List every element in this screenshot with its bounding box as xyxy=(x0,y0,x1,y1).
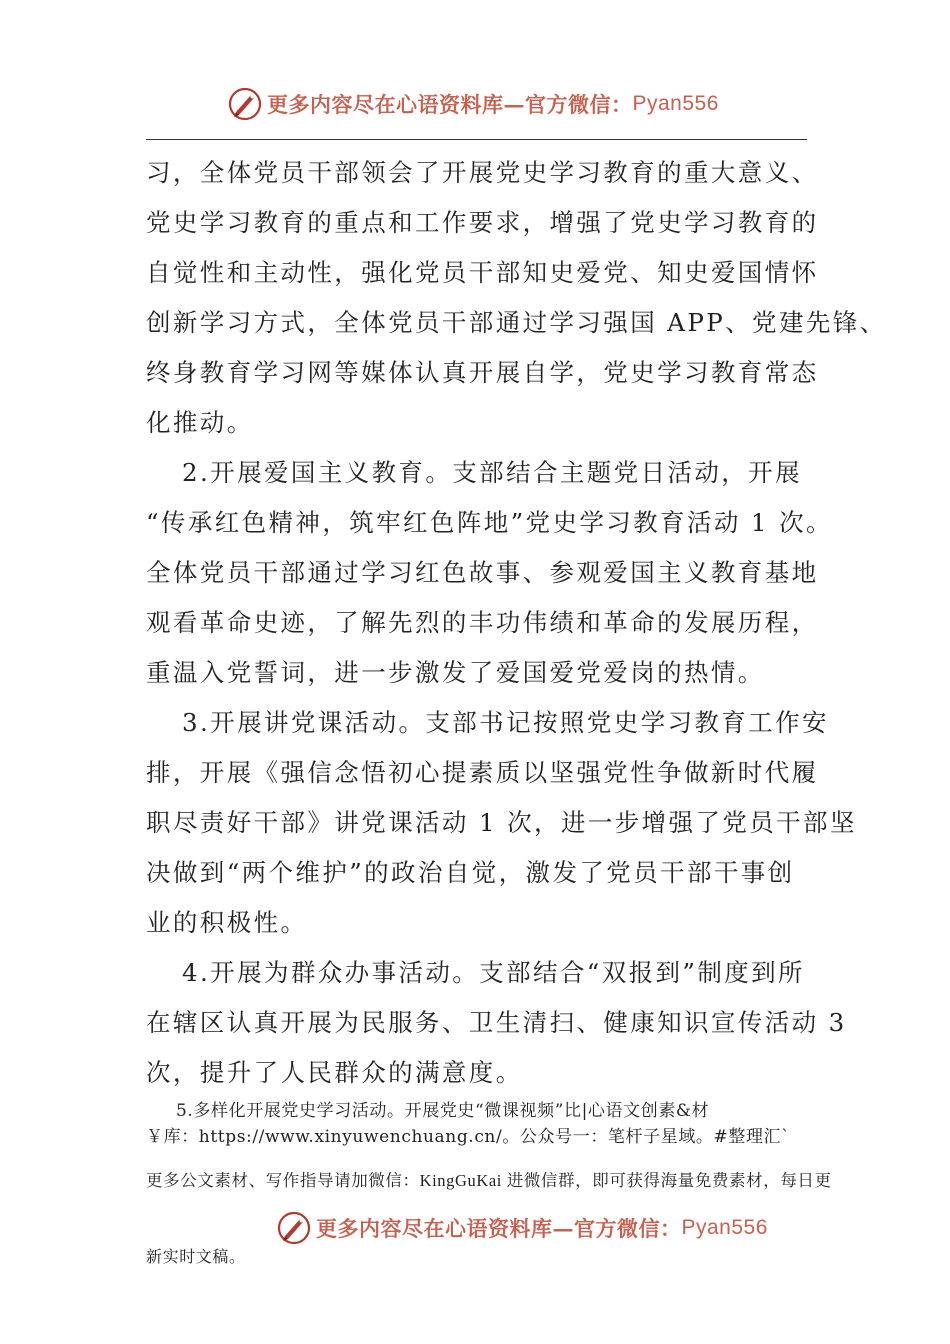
footer-banner xyxy=(276,1210,768,1246)
promo-line: 更多公文素材、写作指导请加微信：KingGuKai 进微信群，即可获得海量免费素材，每日更 xyxy=(146,1171,832,1190)
body-line: 终身教育学习网等媒体认真开展自学，党史学习教育常态 xyxy=(146,358,819,387)
banner-text: 更多内容尽在心语资料库—官方微信： xyxy=(267,92,633,117)
banner-text: 更多内容尽在心语资料库—官方微信： xyxy=(316,1216,682,1241)
promo-paragraph xyxy=(146,1168,832,1194)
pen-logo-icon xyxy=(227,86,263,122)
body-line: 次，提升了人民群众的满意度。 xyxy=(146,1058,523,1087)
body-line: 在辖区认真开展为民服务、卫生清扫、健康知识宣传活动 3 xyxy=(146,1008,847,1037)
header-banner xyxy=(227,86,719,122)
body-line: 全体党员干部通过学习红色故事、参观爱国主义教育基地 xyxy=(146,558,819,587)
wechat-id: Pyan556 xyxy=(632,92,719,115)
body-line: 观看革命史迹，了解先烈的丰功伟绩和革命的发展历程， xyxy=(146,608,819,637)
body-line: 创新学习方式，全体党员干部通过学习强国 APP、党建先锋、 xyxy=(146,308,887,337)
body-line: 化推动。 xyxy=(146,408,254,437)
header-divider xyxy=(146,139,807,140)
body-line: 自觉性和主动性，强化党员干部知史爱党、知史爱国情怀 xyxy=(146,258,819,287)
pen-logo-icon xyxy=(276,1210,312,1246)
body-line: 排，开展《强信念悟初心提素质以坚强党性争做新时代履 xyxy=(146,758,819,787)
document-body xyxy=(146,152,887,1102)
body-line: 2.开展爱国主义教育。支部结合主题党日活动，开展 xyxy=(182,458,802,487)
small-para-line: ￥库：https://www.xinyuwenchuang.cn/。公众号一：笔杆子星域。#整理汇` xyxy=(146,1127,791,1147)
body-line: 党史学习教育的重点和工作要求，增强了党史学习教育的 xyxy=(146,208,819,237)
body-line: “传承红色精神，筑牢红色阵地”党史学习教育活动 1 次。 xyxy=(146,508,833,537)
wechat-id: Pyan556 xyxy=(681,1216,768,1239)
promo-line: 新实时文稿。 xyxy=(146,1247,246,1266)
body-line: 决做到“两个维护”的政治自觉，激发了党员干部干事创 xyxy=(146,858,795,887)
small-paragraph-5 xyxy=(146,1098,816,1150)
promo-paragraph-end xyxy=(146,1245,816,1269)
body-line: 业的积极性。 xyxy=(146,908,308,937)
body-line: 重温入党誓词，进一步激发了爱国爱党爱岗的热情。 xyxy=(146,658,765,687)
body-line: 4.开展为群众办事活动。支部结合“双报到”制度到所 xyxy=(182,958,805,987)
body-line: 习，全体党员干部领会了开展党史学习教育的重大意义、 xyxy=(146,158,819,187)
body-line: 职尽责好干部》讲党课活动 1 次，进一步增强了党员干部坚 xyxy=(146,808,857,837)
body-line: 3.开展讲党课活动。支部书记按照党史学习教育工作安 xyxy=(182,708,829,737)
small-para-line: 5.多样化开展党史学习活动。开展党史“微课视频”比|心语文创素&材 xyxy=(176,1101,710,1121)
